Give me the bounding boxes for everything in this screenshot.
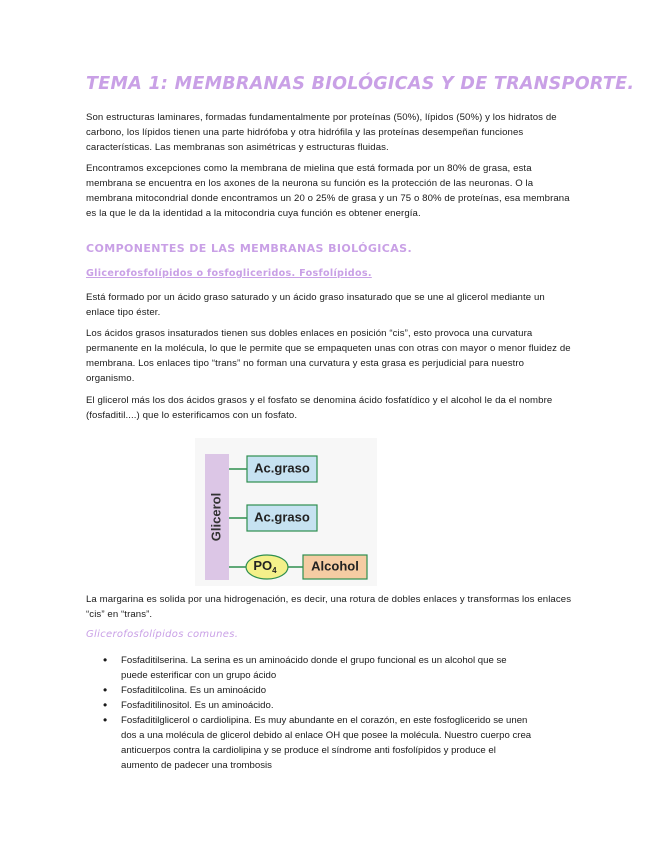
list-item: • Fosfaditilglicerol o cardiolipina. Es muy abundante en el corazón, en este fosfoglicerido se unen dos a una molécula de glicerol debido al enlace OH que posee la molécula. Nuestro cuerpo crea anticuerpos contra la cardiolipina y se produce el síndrome anti fosfolípidos y produce el aumento de padecer una trombosis [103, 713, 533, 773]
phosphate-symbol: PO [253, 558, 273, 574]
paragraph-exceptions: Encontramos excepciones como la membrana de mielina que está formada por un 80% de grasa, esta membrana se encuentra en los axones de la neurona su función es la protección de las neuronas. O la membrana mitocondrial donde encontramos un 20 o 25% de grasa y un 75 o 80% de proteínas, esa membrana es la que le da la identidad a la mitocondria cuya función es obtener energía. [86, 163, 570, 219]
diagram-svg [195, 438, 377, 586]
glycerophospholipid-diagram [195, 438, 377, 586]
fatty-acid-label-1: Ac.graso [254, 460, 310, 476]
section-heading-components: COMPONENTES DE LAS MEMBRANAS BIOLÓGICAS. [86, 242, 413, 255]
alcohol-label: Alcohol [311, 558, 359, 574]
glycerol-label: Glicerol [208, 492, 224, 542]
subsection-heading-common: Glicerofosfolípidos comunes. [86, 629, 239, 640]
paragraph-intro: Son estructuras laminares, formadas fundamentalmente por proteínas (50%), lípidos (50%) y los hidratos de carbono, los lípidos tienen una parte hidrófoba y otra hidrófila y las proteínas desempeñan funciones características. Las membranas son asimétricas y estructuras fluidas. [86, 112, 557, 153]
paragraph-phosphatidic-acid: El glicerol más los dos ácidos grasos y el fosfato se denomina ácido fosfatídico y el alcohol le da el nombre (fosfaditil....) que lo esterificamos con un fosfato. [86, 395, 553, 421]
page-title: TEMA 1: MEMBRANAS BIOLÓGICAS Y DE TRANSPORTE. [86, 74, 635, 94]
glycerophospholipid-list [103, 653, 533, 773]
paragraph-fatty-acids: Los ácidos grasos insaturados tienen sus dobles enlaces en posición “cis”, esto provoca una curvatura permanente en la molécula, lo que le permite que se empaqueten unas con otras con mayor o menor fluidez de membrana. Los enlaces tipo “trans” no forman una curvatura y esta grasa es perjudicial para nuestro organismo. [86, 328, 571, 384]
paragraph-margarine: La margarina es solida por una hidrogenación, es decir, una rotura de dobles enlaces y transformas los enlaces “cis” en “trans”. [86, 594, 572, 620]
subsection-heading-glycerophospholipids: Glicerofosfolípidos o fosfogliceridos. Fosfolípidos. [86, 268, 372, 279]
list-item: • Fosfaditilserina. La serina es un aminoácido donde el grupo funcional es un alcohol que se puede esterificar con un grupo ácido [103, 653, 533, 683]
list-item: • Fosfaditilinositol. Es un aminoácido. [103, 698, 533, 713]
paragraph-composition: Está formado por un ácido graso saturado y un ácido graso insaturado que se une al glicerol mediante un enlace tipo éster. [86, 292, 545, 318]
list-item: • Fosfaditilcolina. Es un aminoácido [103, 683, 533, 698]
fatty-acid-label-2: Ac.graso [254, 509, 310, 525]
phosphate-subscript: 4 [272, 566, 277, 576]
